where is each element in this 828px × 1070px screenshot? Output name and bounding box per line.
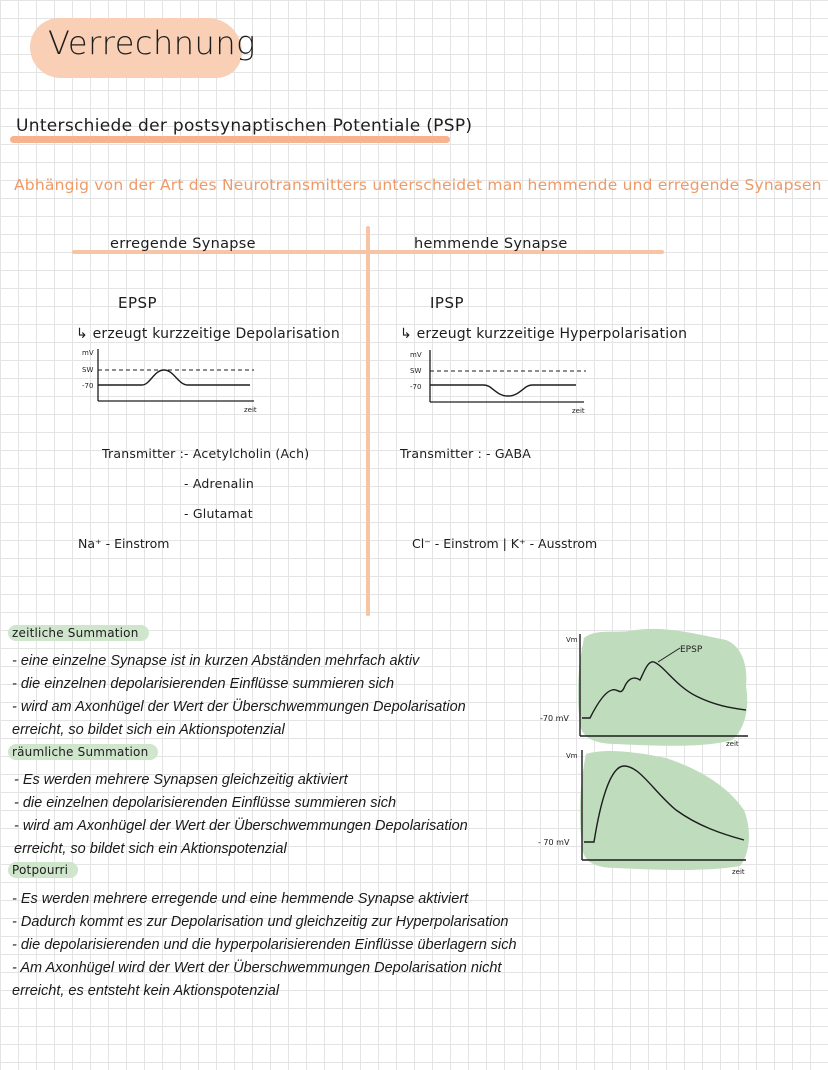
ipsp-effect: ↳ erzeugt kurzzeitige Hyperpolarisation [400,326,688,342]
left-ion-flow: Na⁺ - Einstrom [78,536,170,551]
temporal-graph-rest-label: -70 mV [540,714,569,723]
right-transmitter-label: Transmitter : [400,446,483,461]
spatial-graph-rest-label: - 70 mV [538,838,570,847]
potpourri-line-3: - die depolarisierenden und die hyperpolarisierenden Einflüsse überlagern sich [12,937,517,953]
ipsp-label: IPSP [430,294,465,312]
left-transmitter-3: - Glutamat [184,506,253,521]
potpourri-heading: Potpourri [8,862,78,878]
potpourri-line-4: - Am Axonhügel wird der Wert der Überschwemmungen Depolarisation nicht [12,960,502,976]
temporal-summation-text [12,650,466,742]
temporal-graph-curve-label: EPSP [680,645,703,655]
right-transmitter-1: - GABA [486,446,532,461]
ipsp-graph-x-label: zeit [572,407,585,415]
epsp-graph-x-label: zeit [244,406,257,414]
temporal-graph-y-label: Vm [566,636,578,644]
spatial-line-1: - Es werden mehrere Synapsen gleichzeitig aktiviert [14,772,348,788]
epsp-graph-rest-label: -70 [82,382,94,390]
subheading: Unterschiede der postsynaptischen Potentiale (PSP) [16,116,473,136]
spatial-summation-heading: räumliche Summation [8,744,158,760]
left-transmitter-label: Transmitter : [102,446,185,461]
epsp-label: EPSP [118,294,158,312]
temporal-summation-heading: zeitliche Summation [8,625,149,641]
intro-text: Abhängig von der Art des Neurotransmitters unterscheidet man hemmende und erregende Synapsen [14,176,822,194]
left-transmitter-1: - Acetylcholin (Ach) [184,446,310,461]
temporal-graph-background [578,629,747,746]
epsp-graph-y-label: mV [82,349,94,357]
ipsp-graph-y-label: mV [410,351,422,359]
temporal-line-2: - die einzelnen depolarisierenden Einflüsse summieren sich [12,676,395,692]
ipsp-graph-sw-label: SW [410,367,422,375]
right-column-heading: hemmende Synapse [414,236,568,252]
potpourri-line-2: - Dadurch kommt es zur Depolarisation und gleichzeitig zur Hyperpolarisation [12,914,509,930]
spatial-graph-y-label: Vm [566,752,578,760]
spatial-summation-text [14,769,468,861]
left-transmitter-2: - Adrenalin [184,476,254,491]
right-ion-flow: Cl⁻ - Einstrom | K⁺ - Ausstrom [412,536,598,551]
potpourri-text [12,888,517,1003]
temporal-line-1: - eine einzelne Synapse ist in kurzen Abständen mehrfach aktiv [12,653,420,669]
spatial-summation-graph [536,744,754,876]
temporal-summation-graph [536,626,752,750]
epsp-graph-sw-label: SW [82,366,94,374]
potpourri-line-1: - Es werden mehrere erregende und eine hemmende Synapse aktiviert [12,891,469,907]
table-vertical-divider [366,226,370,616]
spatial-graph-background [580,751,749,870]
spatial-line-3: - wird am Axonhügel der Wert der Überschwemmungen Depolarisation [14,818,468,834]
ipsp-graph-curve [430,385,576,396]
temporal-line-3: - wird am Axonhügel der Wert der Überschwemmungen Depolarisation [12,699,466,715]
spatial-line-4: erreicht, so bildet sich ein Aktionspotenzial [14,841,287,857]
epsp-effect: ↳ erzeugt kurzzeitige Depolarisation [76,326,340,342]
ipsp-graph [408,345,598,420]
spatial-line-2: - die einzelnen depolarisierenden Einflüsse summieren sich [14,795,397,811]
ipsp-graph-rest-label: -70 [410,383,422,391]
spatial-graph-x-label: zeit [732,868,745,876]
epsp-graph-curve [98,370,250,385]
epsp-graph [78,345,268,420]
temporal-graph-x-label: zeit [726,740,739,748]
temporal-line-4: erreicht, so bildet sich ein Aktionspotenzial [12,722,285,738]
subheading-underline [10,136,450,143]
potpourri-line-5: erreicht, es entsteht kein Aktionspotenzial [12,983,280,999]
page-title: Verrechnung [48,24,256,62]
left-column-heading: erregende Synapse [110,236,256,252]
